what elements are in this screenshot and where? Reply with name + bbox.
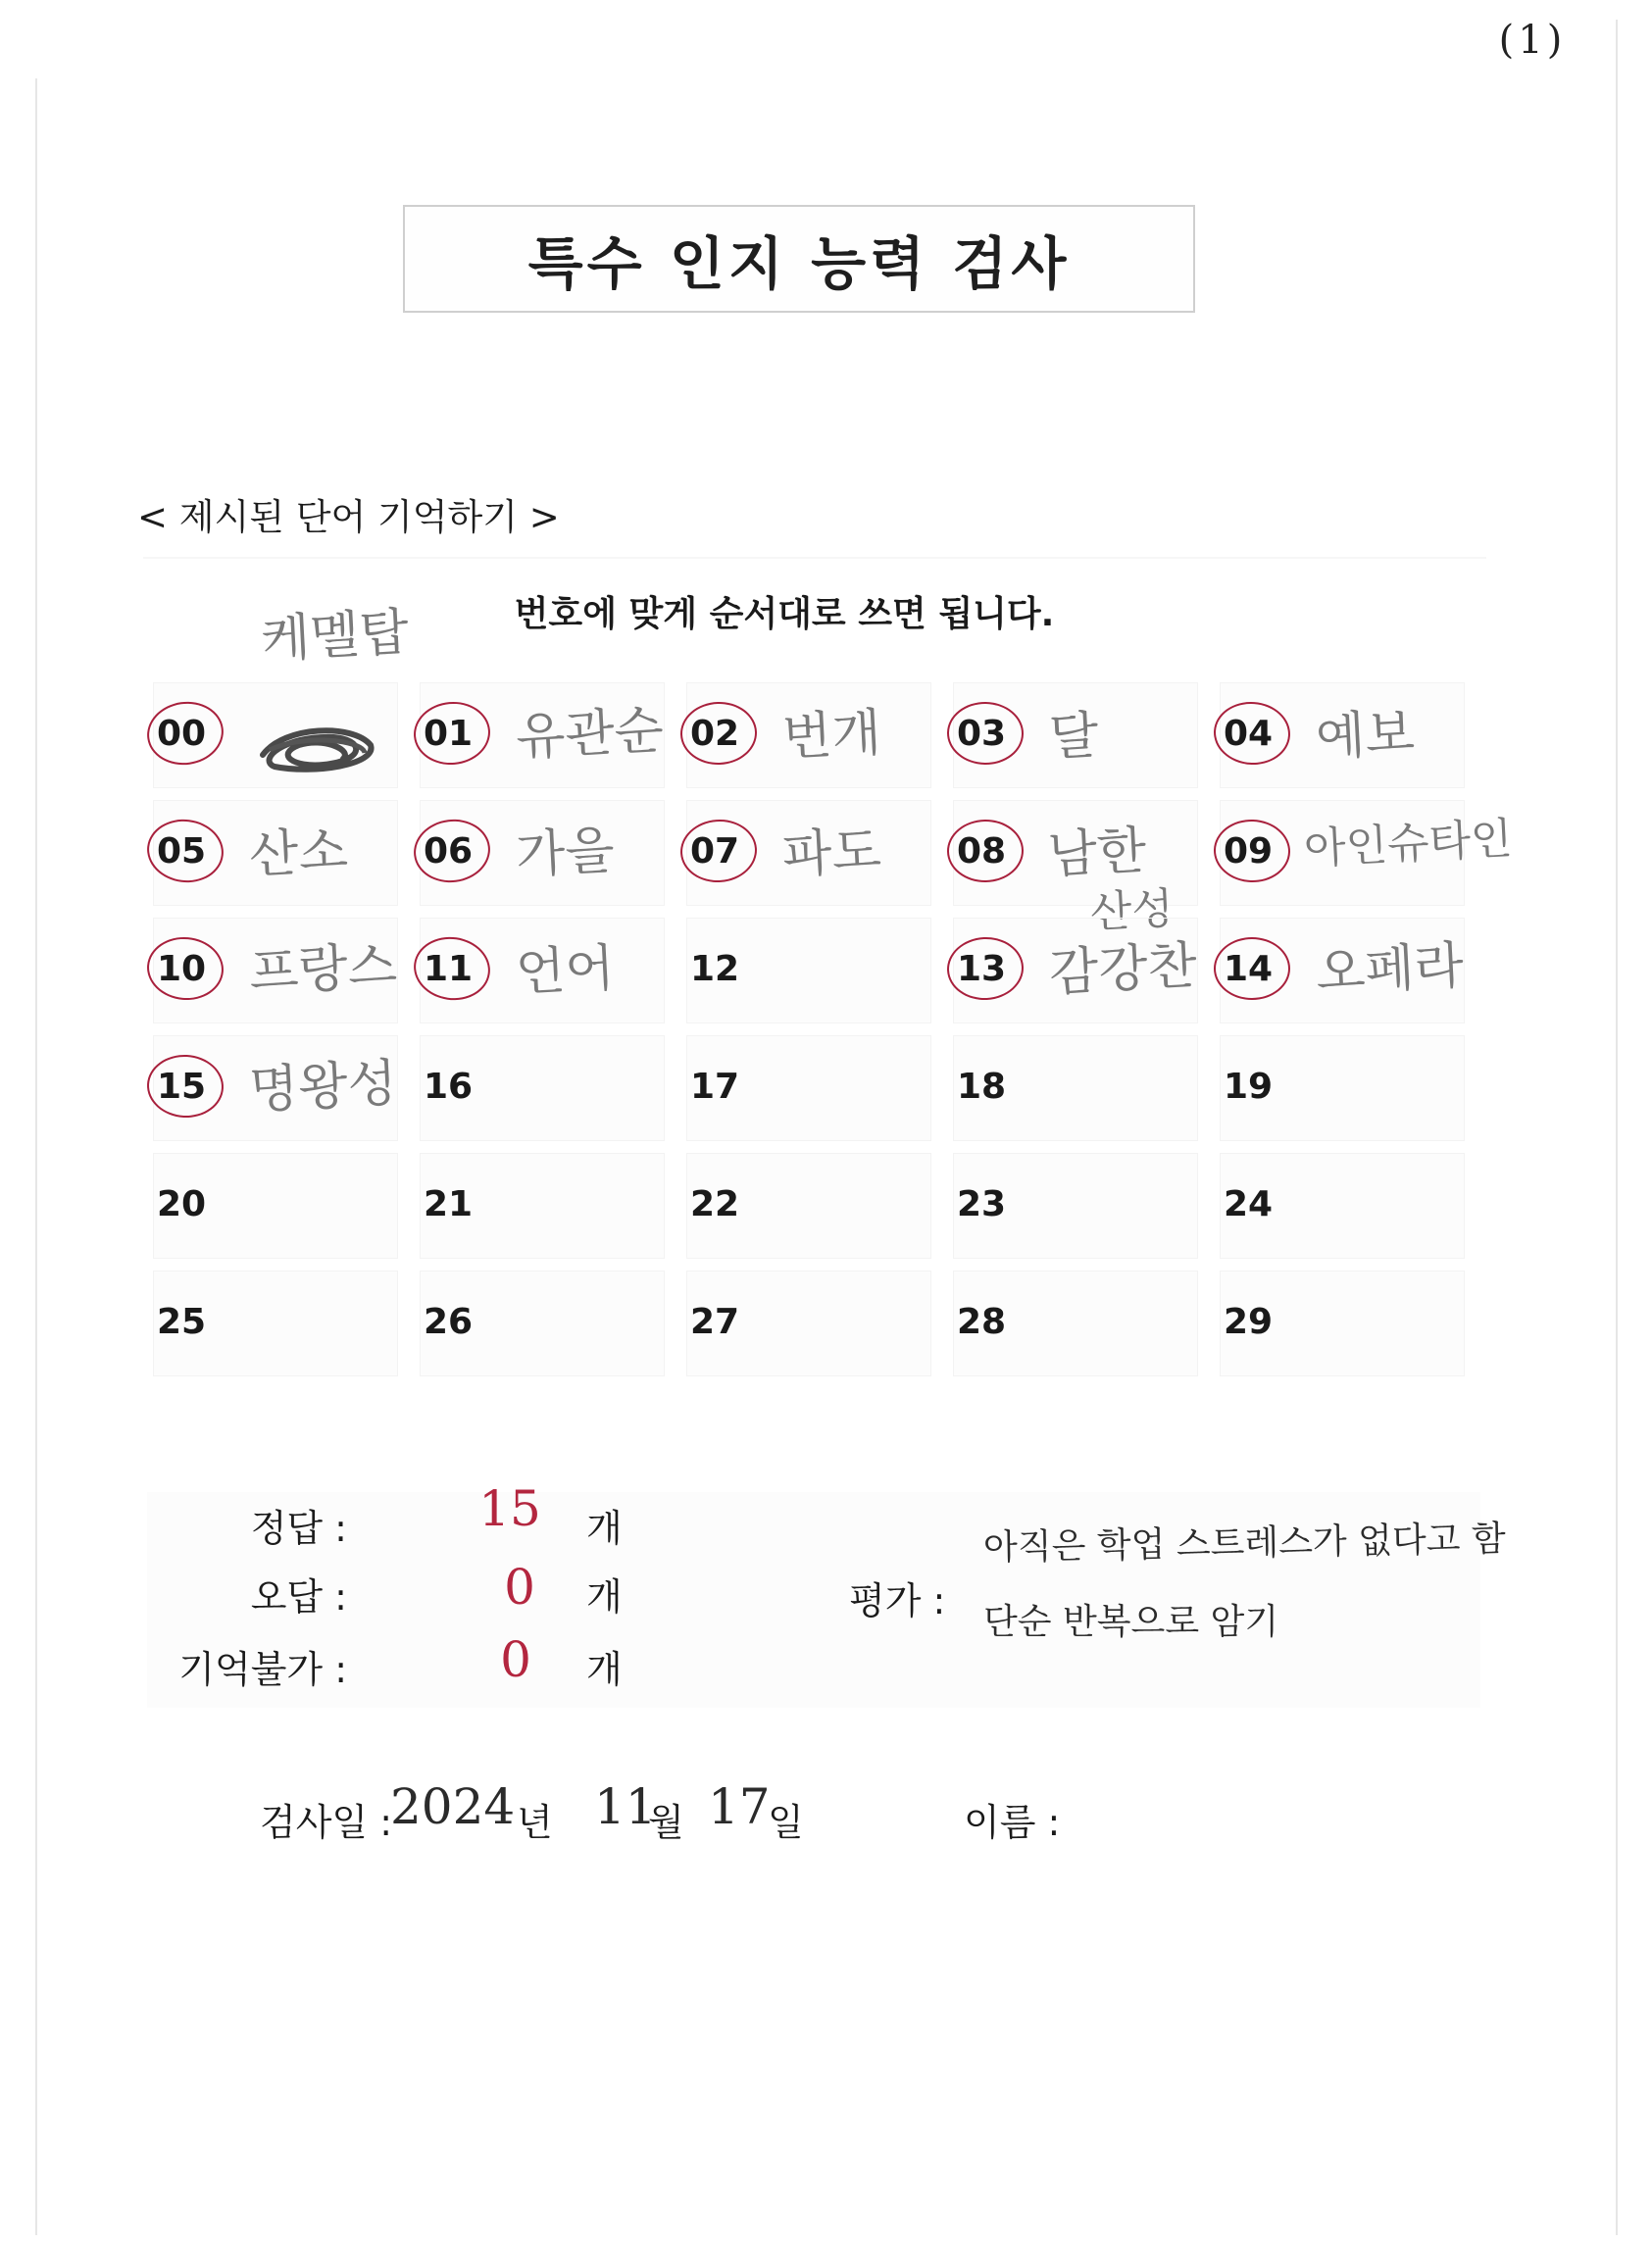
cell-number: 05 xyxy=(157,831,207,872)
page-title: 특수 인지 능력 검사 xyxy=(527,230,1071,297)
grid-cell-01 xyxy=(410,676,675,794)
answer-line-1: 언어 xyxy=(514,938,617,1003)
grid-cell-08 xyxy=(943,794,1208,938)
forgot-unit: 개 xyxy=(586,1648,623,1691)
cell-number: 17 xyxy=(690,1067,740,1107)
grid-cell-14 xyxy=(1210,912,1475,1029)
grid-cell-23 xyxy=(943,1147,1208,1265)
evaluation-line-1: 아직은 학업 스트레스가 없다고 함 xyxy=(982,1519,1507,1569)
name-label: 이름 : xyxy=(964,1801,1061,1844)
answer-line-1: 예보 xyxy=(1314,703,1417,768)
handwritten-answer xyxy=(514,809,616,887)
answer-line-1: 가을 xyxy=(514,821,617,885)
cell-number: 13 xyxy=(957,949,1007,989)
cell-number: 22 xyxy=(690,1184,740,1224)
cell-number: 18 xyxy=(957,1067,1007,1107)
answer-line-1: 달 xyxy=(1047,706,1101,768)
grid-cell-22 xyxy=(676,1147,941,1265)
cell-number: 14 xyxy=(1224,949,1274,989)
grid-cell-26 xyxy=(410,1265,675,1382)
answer-line-1: 번개 xyxy=(780,703,883,768)
instruction-text: 번호에 맞게 순서대로 쓰면 됩니다. xyxy=(514,594,1055,634)
grid-cell-04 xyxy=(1210,676,1475,794)
answer-line-1: 케멜탑 xyxy=(259,603,411,670)
grid-cell-07 xyxy=(676,794,941,912)
wrong-unit: 개 xyxy=(586,1575,623,1619)
date-year: 2024 xyxy=(390,1778,516,1835)
grid-cell-18 xyxy=(943,1029,1208,1147)
grid-cell-15 xyxy=(143,1029,408,1147)
wrong-value: 0 xyxy=(504,1559,535,1616)
grid-cell-10 xyxy=(143,912,408,1029)
cell-number: 20 xyxy=(157,1184,207,1224)
handwritten-answer xyxy=(247,1041,398,1122)
scribble-mark xyxy=(255,716,382,784)
cell-number: 01 xyxy=(424,714,474,754)
forgot-label: 기억불가 : xyxy=(178,1648,347,1691)
section-header: < 제시된 단어 기억하기 > xyxy=(137,496,560,538)
grid-cell-02 xyxy=(676,676,941,794)
cell-number: 16 xyxy=(424,1067,474,1107)
cell-number: 07 xyxy=(690,831,740,872)
cell-number: 29 xyxy=(1224,1302,1274,1342)
handwritten-answer xyxy=(247,809,349,887)
answer-line-1: 프랑스 xyxy=(247,936,399,1003)
page-number: (1) xyxy=(1498,18,1567,63)
month-unit: 월 xyxy=(648,1801,684,1844)
cell-number: 19 xyxy=(1224,1067,1274,1107)
cell-number: 04 xyxy=(1224,714,1274,754)
grid-cell-19 xyxy=(1210,1029,1475,1147)
answer-line-1: 산소 xyxy=(247,821,350,885)
grid-cell-12 xyxy=(676,912,941,1029)
correct-unit: 개 xyxy=(586,1507,623,1550)
correct-label: 정답 : xyxy=(250,1507,347,1550)
grid-cell-16 xyxy=(410,1029,675,1147)
cell-number: 26 xyxy=(424,1302,474,1342)
grid-cell-24 xyxy=(1210,1147,1475,1265)
cell-number: 12 xyxy=(690,949,740,989)
grid-cell-21 xyxy=(410,1147,675,1265)
forgot-value: 0 xyxy=(500,1631,531,1688)
cell-number: 10 xyxy=(157,949,207,989)
date-month: 11 xyxy=(594,1778,657,1835)
scan-edge-right xyxy=(1616,20,1618,2235)
cell-number: 00 xyxy=(157,714,207,754)
cell-number: 24 xyxy=(1224,1184,1274,1224)
evaluation-label: 평가 : xyxy=(849,1579,946,1622)
answer-line-1: 유관순 xyxy=(514,701,666,768)
cell-number: 21 xyxy=(424,1184,474,1224)
cell-number: 02 xyxy=(690,714,740,754)
handwritten-answer xyxy=(1302,803,1514,876)
grid-cell-29 xyxy=(1210,1265,1475,1382)
handwritten-answer xyxy=(1047,693,1100,770)
scan-edge-left xyxy=(35,78,37,2235)
grid-cell-13 xyxy=(943,912,1208,1029)
year-unit: 년 xyxy=(517,1801,553,1844)
day-unit: 일 xyxy=(768,1801,804,1844)
grid-cell-03 xyxy=(943,676,1208,794)
cell-number: 23 xyxy=(957,1184,1007,1224)
date-label: 검사일 : xyxy=(260,1801,393,1844)
title-box xyxy=(403,205,1195,313)
handwritten-answer xyxy=(514,926,616,1005)
cell-number: 06 xyxy=(424,831,474,872)
cell-number: 11 xyxy=(424,949,474,989)
cell-number: 09 xyxy=(1224,831,1274,872)
wrong-label: 오답 : xyxy=(250,1575,347,1619)
grid-cell-09 xyxy=(1210,794,1514,912)
cell-number: 25 xyxy=(157,1302,207,1342)
answer-line-1: 감강찬 xyxy=(1047,936,1199,1003)
handwritten-answer xyxy=(1314,691,1416,770)
handwritten-answer xyxy=(259,590,410,672)
name-field[interactable] xyxy=(1078,1784,1373,1833)
grid-cell-25 xyxy=(143,1265,408,1382)
grid-cell-17 xyxy=(676,1029,941,1147)
grid-cell-11 xyxy=(410,912,675,1029)
handwritten-answer xyxy=(1047,923,1198,1005)
grid-cell-05 xyxy=(143,794,408,912)
grid-cell-27 xyxy=(676,1265,941,1382)
cell-number: 08 xyxy=(957,831,1007,872)
answer-line-1: 아인슈타인 xyxy=(1302,813,1514,874)
answer-line-1: 남한 xyxy=(1046,821,1148,885)
handwritten-answer xyxy=(1314,923,1465,1005)
date-day: 17 xyxy=(708,1778,771,1835)
handwritten-answer xyxy=(247,923,398,1005)
correct-value: 15 xyxy=(478,1480,541,1537)
cell-number: 15 xyxy=(157,1067,207,1107)
grid-cell-28 xyxy=(943,1265,1208,1382)
handwritten-answer xyxy=(780,809,882,887)
grid-cell-20 xyxy=(143,1147,408,1265)
grid-cell-06 xyxy=(410,794,675,912)
answer-line-1: 파도 xyxy=(780,821,883,885)
answer-line-1: 명왕성 xyxy=(247,1054,399,1121)
cell-number: 28 xyxy=(957,1302,1007,1342)
handwritten-answer xyxy=(780,691,882,770)
answer-line-2: 산성 xyxy=(1088,883,1176,938)
cell-number: 03 xyxy=(957,714,1007,754)
handwritten-answer xyxy=(514,688,665,770)
cell-number: 27 xyxy=(690,1302,740,1342)
answer-line-1: 오페라 xyxy=(1314,936,1466,1003)
evaluation-line-2: 단순 반복으로 암기 xyxy=(983,1602,1279,1642)
